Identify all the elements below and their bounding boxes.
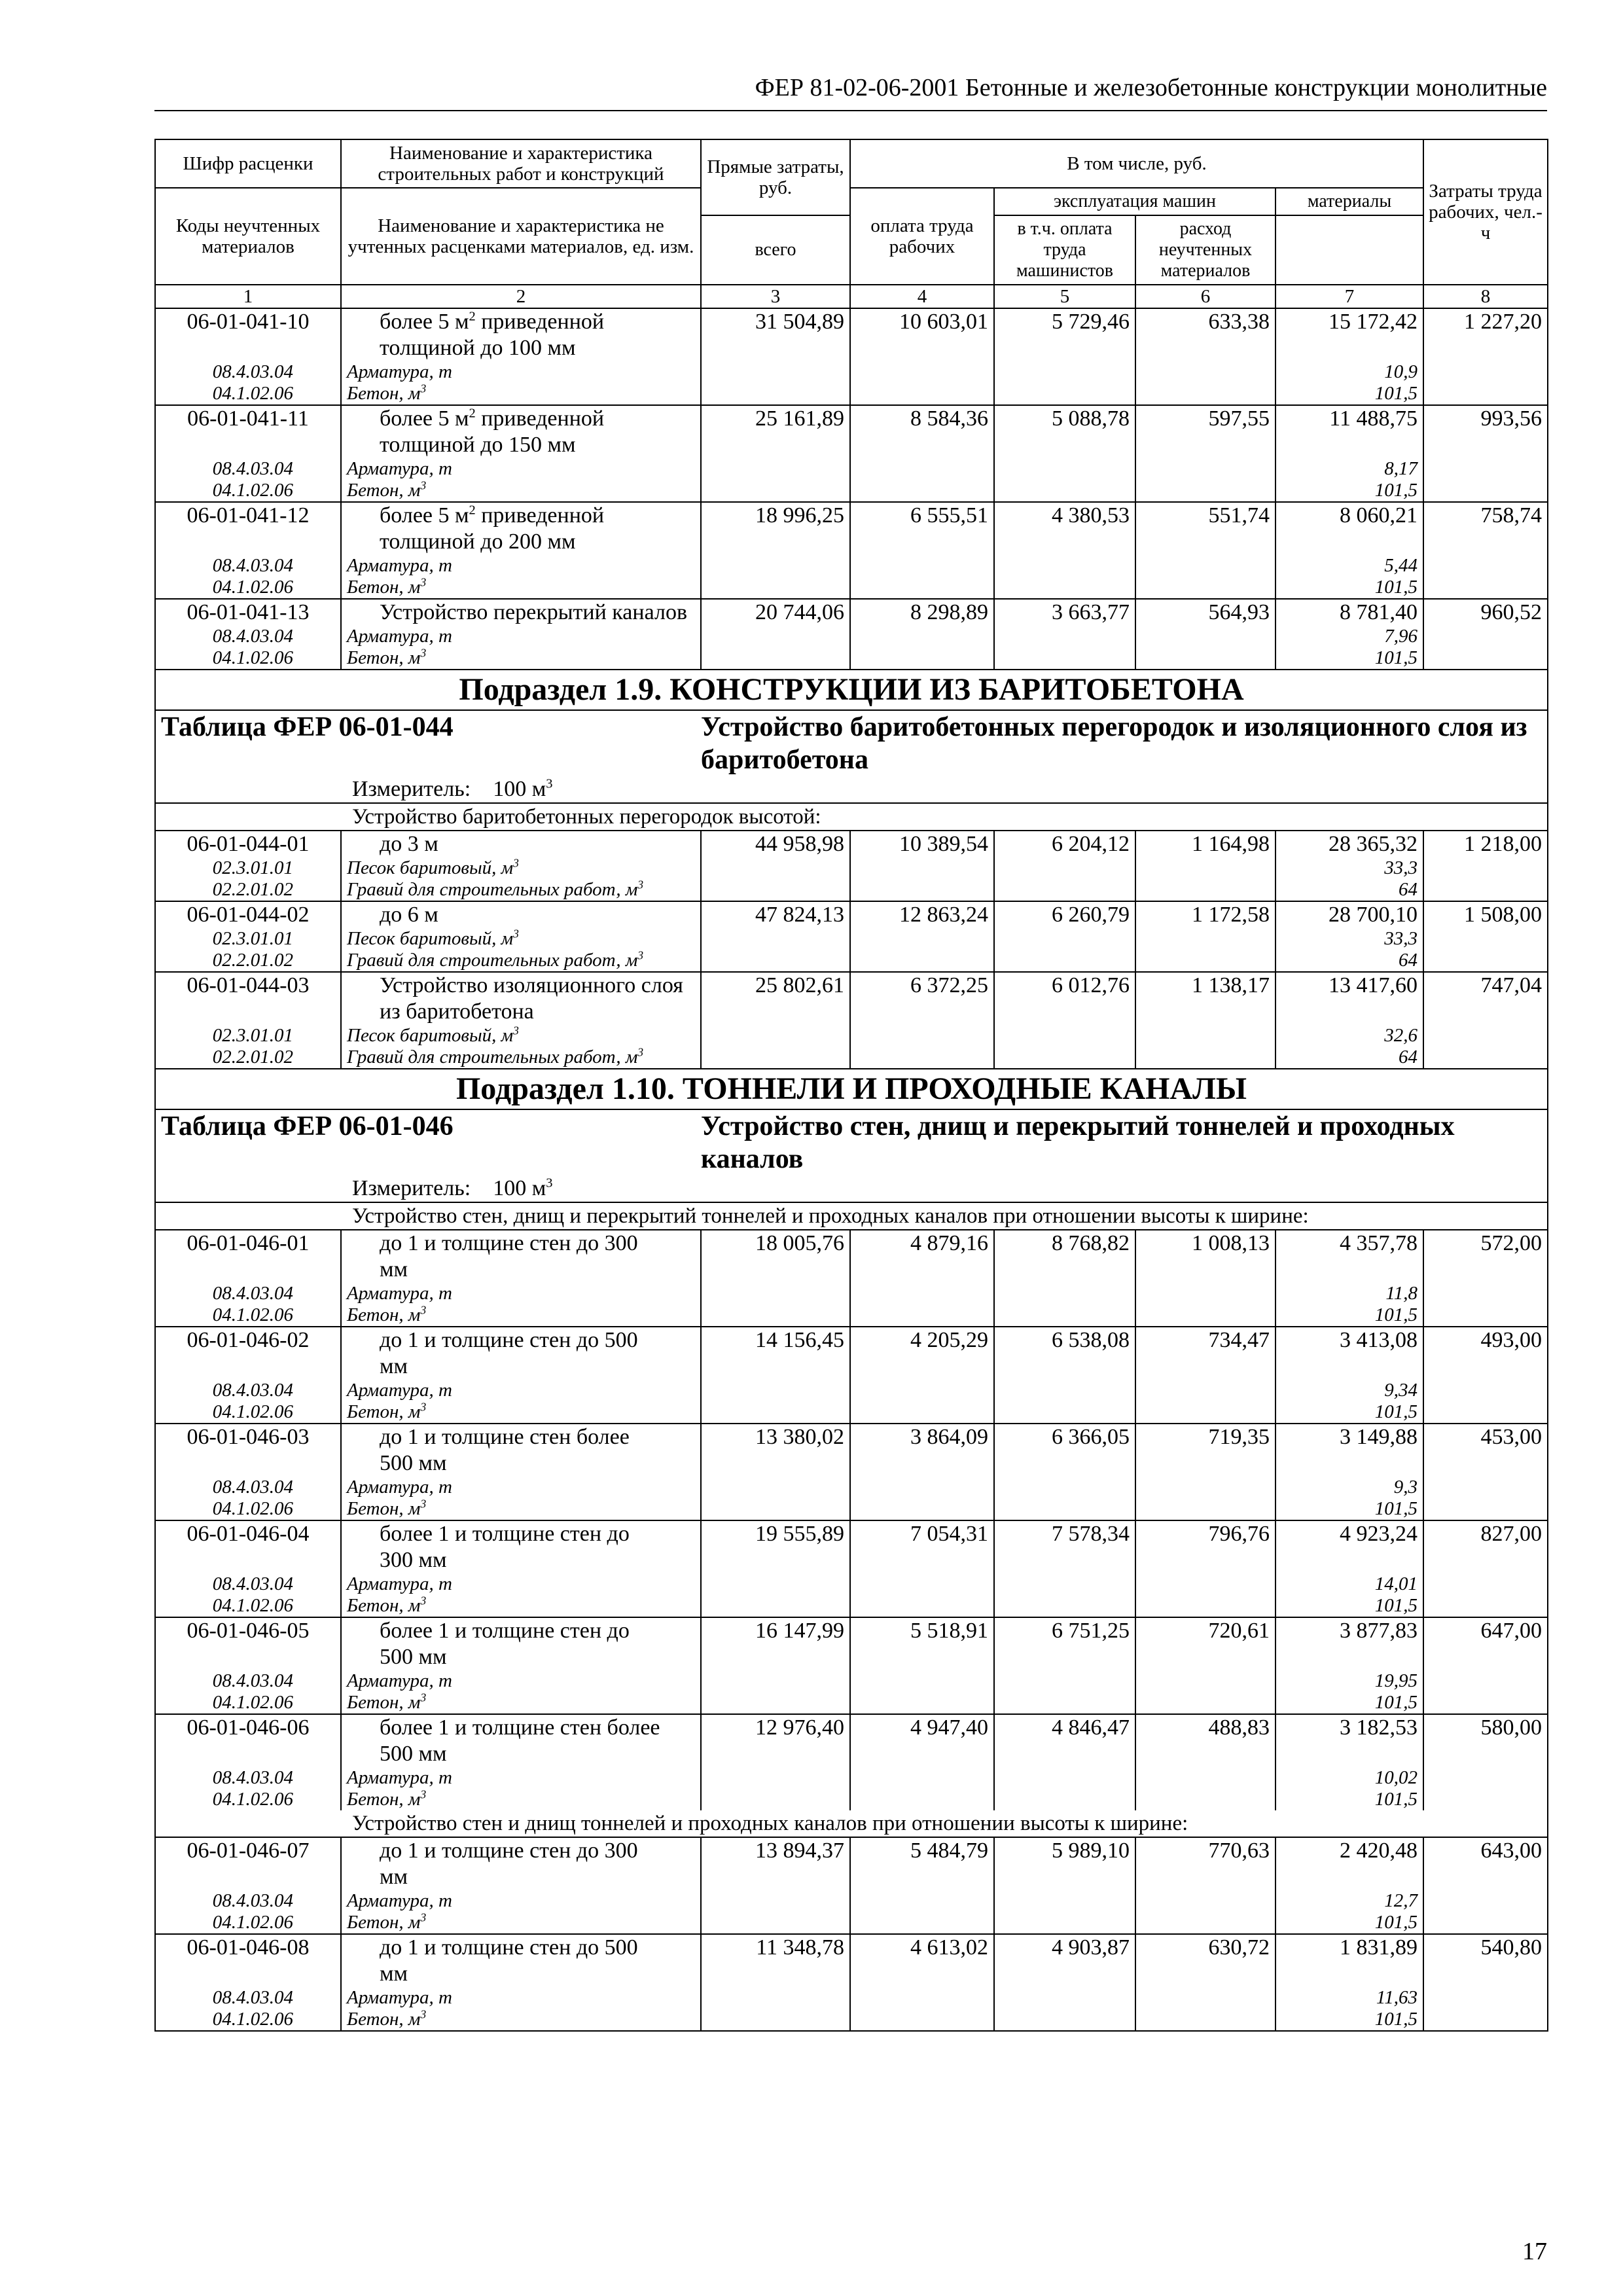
- col-labor-header: Затраты труда рабочих, чел.-ч: [1423, 139, 1548, 285]
- value-mach: 4 846,47: [994, 1714, 1135, 1767]
- material-row: [155, 1573, 1548, 1595]
- rate-row: [155, 831, 1548, 857]
- material-code: 04.1.02.06: [155, 1692, 341, 1714]
- material-code: 04.1.02.06: [155, 1304, 341, 1327]
- value-machpay: 720,61: [1135, 1617, 1275, 1670]
- table-header: [155, 139, 1548, 285]
- material-row: [155, 1890, 1548, 1912]
- value-mat: 2 420,48: [1275, 1837, 1423, 1890]
- material-code: 08.4.03.04: [155, 458, 341, 480]
- material-row: [155, 1380, 1548, 1401]
- material-consumption: 19,95: [1275, 1670, 1423, 1692]
- material-code: 04.1.02.06: [155, 1789, 341, 1810]
- value-direct: 31 504,89: [701, 308, 850, 361]
- material-name: Арматура, т: [341, 555, 701, 577]
- material-row: [155, 361, 1548, 383]
- material-code: 08.4.03.04: [155, 361, 341, 383]
- rate-name: до 3 м: [341, 831, 701, 857]
- value-machpay: 630,72: [1135, 1934, 1275, 1987]
- value-mat: 4 357,78: [1275, 1230, 1423, 1283]
- material-code: 08.4.03.04: [155, 1477, 341, 1498]
- value-machpay: 1 138,17: [1135, 972, 1275, 1025]
- material-consumption: 101,5: [1275, 1304, 1423, 1327]
- material-name: Арматура, т: [341, 1987, 701, 2009]
- material-name: Бетон, $м^3$: [341, 577, 701, 599]
- material-consumption: 33,3: [1275, 928, 1423, 950]
- material-consumption: 101,5: [1275, 2009, 1423, 2031]
- rate-name: до 1 и толщине стен до 300 мм: [341, 1230, 701, 1283]
- material-name: Бетон, $м^3$: [341, 647, 701, 670]
- col-matcode-header: Коды неучтенных материалов: [155, 188, 341, 285]
- rate-name: до 1 и толщине стен до 500 мм: [341, 1934, 701, 1987]
- material-consumption: 101,5: [1275, 480, 1423, 502]
- material-row: [155, 879, 1548, 901]
- material-consumption: 12,7: [1275, 1890, 1423, 1912]
- value-labor: 960,52: [1423, 599, 1548, 626]
- rate-code: 06-01-044-01: [155, 831, 341, 857]
- rate-name: более 5 $м^2$ приведенной толщиной до 150 мм: [341, 405, 701, 458]
- material-consumption: 101,5: [1275, 577, 1423, 599]
- material-row: [155, 1987, 1548, 2009]
- value-labor: 580,00: [1423, 1714, 1548, 1767]
- material-row: [155, 626, 1548, 647]
- rate-code: 06-01-046-05: [155, 1617, 341, 1670]
- rate-name: до 1 и толщине стен до 500 мм: [341, 1327, 701, 1380]
- rate-row: [155, 1327, 1548, 1380]
- material-row: [155, 480, 1548, 502]
- value-pay: 10 603,01: [850, 308, 994, 361]
- value-pay: 8 584,36: [850, 405, 994, 458]
- value-direct: 25 161,89: [701, 405, 850, 458]
- material-row: [155, 857, 1548, 879]
- rate-code: 06-01-046-08: [155, 1934, 341, 1987]
- material-row: [155, 1025, 1548, 1047]
- material-code: 04.1.02.06: [155, 1912, 341, 1934]
- rate-code: 06-01-046-07: [155, 1837, 341, 1890]
- material-row: [155, 950, 1548, 972]
- value-mach: 6 366,05: [994, 1424, 1135, 1477]
- material-code: 08.4.03.04: [155, 1890, 341, 1912]
- material-name: Песок баритовый, $м^3$: [341, 857, 701, 879]
- subheading: Устройство баритобетонных перегородок высотой:: [155, 803, 1548, 831]
- material-code: 02.3.01.01: [155, 1025, 341, 1047]
- material-name: Гравий для строительных работ, $м^3$: [341, 1047, 701, 1069]
- value-direct: 11 348,78: [701, 1934, 850, 1987]
- rate-name: более 5 $м^2$ приведенной толщиной до 100 мм: [341, 308, 701, 361]
- value-machpay: 719,35: [1135, 1424, 1275, 1477]
- value-direct: 18 005,76: [701, 1230, 850, 1283]
- col-machines-header: эксплуатация машин: [994, 188, 1275, 215]
- value-mat: 28 365,32: [1275, 831, 1423, 857]
- rate-code: 06-01-041-13: [155, 599, 341, 626]
- value-direct: 12 976,40: [701, 1714, 850, 1767]
- value-labor: 540,80: [1423, 1934, 1548, 1987]
- material-row: [155, 1401, 1548, 1424]
- rate-row: [155, 1520, 1548, 1573]
- material-code: 08.4.03.04: [155, 555, 341, 577]
- material-code: 02.3.01.01: [155, 928, 341, 950]
- value-mach: 4 903,87: [994, 1934, 1135, 1987]
- rate-name: более 1 и толщине стен до 300 мм: [341, 1520, 701, 1573]
- value-labor: 453,00: [1423, 1424, 1548, 1477]
- rate-code: 06-01-041-10: [155, 308, 341, 361]
- value-machpay: 1 164,98: [1135, 831, 1275, 857]
- rate-name: до 1 и толщине стен до 300 мм: [341, 1837, 701, 1890]
- rate-row: [155, 1714, 1548, 1767]
- material-name: Песок баритовый, $м^3$: [341, 928, 701, 950]
- material-consumption: 101,5: [1275, 1912, 1423, 1934]
- value-mach: 8 768,82: [994, 1230, 1135, 1283]
- value-mat: 13 417,60: [1275, 972, 1423, 1025]
- material-consumption: 9,34: [1275, 1380, 1423, 1401]
- section-title: Подраздел 1.10. ТОННЕЛИ И ПРОХОДНЫЕ КАНАЛЫ: [155, 1069, 1548, 1109]
- material-row: [155, 1047, 1548, 1069]
- running-header: ФЕР 81-02-06-2001 Бетонные и железобетонные конструкции монолитные: [154, 71, 1547, 111]
- value-machpay: 488,83: [1135, 1714, 1275, 1767]
- rate-row: [155, 502, 1548, 555]
- material-name: Бетон, $м^3$: [341, 1789, 701, 1810]
- material-consumption: 7,96: [1275, 626, 1423, 647]
- material-row: [155, 1912, 1548, 1934]
- material-code: 08.4.03.04: [155, 1283, 341, 1304]
- value-mach: 5 729,46: [994, 308, 1135, 361]
- rate-name: Устройство перекрытий каналов: [341, 599, 701, 626]
- material-name: Арматура, т: [341, 458, 701, 480]
- value-mach: 5 088,78: [994, 405, 1135, 458]
- value-machpay: 796,76: [1135, 1520, 1275, 1573]
- material-code: 08.4.03.04: [155, 1380, 341, 1401]
- value-machpay: 551,74: [1135, 502, 1275, 555]
- material-name: Бетон, $м^3$: [341, 1401, 701, 1424]
- value-direct: 20 744,06: [701, 599, 850, 626]
- material-name: Бетон, $м^3$: [341, 1595, 701, 1617]
- material-consumption: 101,5: [1275, 1595, 1423, 1617]
- material-code: 04.1.02.06: [155, 383, 341, 405]
- material-consumption: 64: [1275, 879, 1423, 901]
- value-mach: 6 538,08: [994, 1327, 1135, 1380]
- material-consumption: 33,3: [1275, 857, 1423, 879]
- value-direct: 13 894,37: [701, 1837, 850, 1890]
- value-mach: 6 260,79: [994, 901, 1135, 928]
- value-machpay: 1 008,13: [1135, 1230, 1275, 1283]
- value-pay: 6 555,51: [850, 502, 994, 555]
- col-unacc-header: расход неучтенных материалов: [1135, 215, 1275, 285]
- subheading: Устройство стен и днищ тоннелей и проходных каналов при отношении высоты к ширине:: [155, 1810, 1548, 1837]
- value-pay: 5 484,79: [850, 1837, 994, 1890]
- material-consumption: 32,6: [1275, 1025, 1423, 1047]
- col-incl-header: В том числе, руб.: [850, 139, 1423, 188]
- material-code: 08.4.03.04: [155, 626, 341, 647]
- value-pay: 4 205,29: [850, 1327, 994, 1380]
- material-name: Бетон, $м^3$: [341, 1304, 701, 1327]
- value-mat: 8 060,21: [1275, 502, 1423, 555]
- table-title: Устройство баритобетонных перегородок и изоляционного слоя из баритобетона: [701, 710, 1548, 776]
- col-direct-header: Прямые затраты, руб.: [701, 139, 850, 215]
- value-direct: 13 380,02: [701, 1424, 850, 1477]
- value-mach: 6 751,25: [994, 1617, 1135, 1670]
- value-mach: 3 663,77: [994, 599, 1135, 626]
- material-row: [155, 555, 1548, 577]
- col-name-header: Наименование и характеристика строительных работ и конструкций: [341, 139, 701, 188]
- material-code: 04.1.02.06: [155, 1498, 341, 1520]
- material-code: 08.4.03.04: [155, 1573, 341, 1595]
- rate-name: до 1 и толщине стен более 500 мм: [341, 1424, 701, 1477]
- value-direct: 19 555,89: [701, 1520, 850, 1573]
- material-name: Арматура, т: [341, 1573, 701, 1595]
- value-mat: 3 182,53: [1275, 1714, 1423, 1767]
- value-machpay: 633,38: [1135, 308, 1275, 361]
- value-machpay: 597,55: [1135, 405, 1275, 458]
- material-row: [155, 647, 1548, 670]
- rates-table: [154, 139, 1548, 2032]
- material-code: 02.2.01.02: [155, 950, 341, 972]
- table-caption: Таблица ФЕР 06-01-046: [161, 1111, 454, 1141]
- material-name: Бетон, $м^3$: [341, 1692, 701, 1714]
- page-number: 17: [1522, 2238, 1547, 2265]
- value-pay: 4 613,02: [850, 1934, 994, 1987]
- table-title: Устройство стен, днищ и перекрытий тоннелей и проходных каналов: [701, 1109, 1548, 1175]
- value-direct: 16 147,99: [701, 1617, 850, 1670]
- rate-row: [155, 405, 1548, 458]
- value-mat: 15 172,42: [1275, 308, 1423, 361]
- value-direct: 44 958,98: [701, 831, 850, 857]
- column-numbers: 1 2 3 4 5 6 7 8: [155, 285, 1548, 308]
- col-materials-header: материалы: [1275, 188, 1423, 215]
- material-row: [155, 383, 1548, 405]
- rate-code: 06-01-044-03: [155, 972, 341, 1025]
- rate-name: до 6 м: [341, 901, 701, 928]
- material-code: 08.4.03.04: [155, 1987, 341, 2009]
- material-consumption: 5,44: [1275, 555, 1423, 577]
- material-code: 04.1.02.06: [155, 577, 341, 599]
- material-row: [155, 1789, 1548, 1810]
- material-consumption: 10,9: [1275, 361, 1423, 383]
- material-code: 04.1.02.06: [155, 480, 341, 502]
- value-labor: 643,00: [1423, 1837, 1548, 1890]
- rate-name: Устройство изоляционного слоя из баритобетона: [341, 972, 701, 1025]
- material-consumption: 8,17: [1275, 458, 1423, 480]
- value-labor: 1 508,00: [1423, 901, 1548, 928]
- value-mat: 3 413,08: [1275, 1327, 1423, 1380]
- col-machpay-header: в т.ч. оплата труда машинистов: [994, 215, 1135, 285]
- value-labor: 758,74: [1423, 502, 1548, 555]
- value-mat: 3 877,83: [1275, 1617, 1423, 1670]
- material-consumption: 101,5: [1275, 1692, 1423, 1714]
- material-code: 04.1.02.06: [155, 647, 341, 670]
- value-labor: 827,00: [1423, 1520, 1548, 1573]
- material-name: Гравий для строительных работ, $м^3$: [341, 879, 701, 901]
- material-name: Арматура, т: [341, 626, 701, 647]
- value-direct: 18 996,25: [701, 502, 850, 555]
- material-code: 02.2.01.02: [155, 1047, 341, 1069]
- value-mat: 3 149,88: [1275, 1424, 1423, 1477]
- material-consumption: 101,5: [1275, 1401, 1423, 1424]
- material-row: [155, 1498, 1548, 1520]
- material-consumption: 101,5: [1275, 647, 1423, 670]
- value-mat: 4 923,24: [1275, 1520, 1423, 1573]
- material-consumption: 9,3: [1275, 1477, 1423, 1498]
- material-code: 02.3.01.01: [155, 857, 341, 879]
- value-mat: 11 488,75: [1275, 405, 1423, 458]
- rate-code: 06-01-041-12: [155, 502, 341, 555]
- value-mat: 28 700,10: [1275, 901, 1423, 928]
- material-row: [155, 1304, 1548, 1327]
- rate-code: 06-01-046-04: [155, 1520, 341, 1573]
- material-code: 04.1.02.06: [155, 2009, 341, 2031]
- value-labor: 1 227,20: [1423, 308, 1548, 361]
- rate-code: 06-01-046-03: [155, 1424, 341, 1477]
- rate-code: 06-01-044-02: [155, 901, 341, 928]
- rate-row: [155, 1424, 1548, 1477]
- value-mach: 5 989,10: [994, 1837, 1135, 1890]
- value-labor: 747,04: [1423, 972, 1548, 1025]
- value-machpay: 564,93: [1135, 599, 1275, 626]
- material-row: [155, 458, 1548, 480]
- material-name: Бетон, $м^3$: [341, 480, 701, 502]
- rate-code: 06-01-046-06: [155, 1714, 341, 1767]
- material-consumption: 11,8: [1275, 1283, 1423, 1304]
- col-matname-header: Наименование и характеристика не учтенных расценками материалов, ед. изм.: [341, 188, 701, 285]
- material-code: 02.2.01.02: [155, 879, 341, 901]
- measure-unit: Измеритель: 100 $м^3$: [155, 776, 1548, 803]
- value-labor: 493,00: [1423, 1327, 1548, 1380]
- rate-row: [155, 901, 1548, 928]
- value-machpay: 770,63: [1135, 1837, 1275, 1890]
- rate-name: более 5 $м^2$ приведенной толщиной до 200 мм: [341, 502, 701, 555]
- material-row: [155, 1692, 1548, 1714]
- value-mach: 4 380,53: [994, 502, 1135, 555]
- rows-group-041: [155, 308, 1548, 670]
- material-row: [155, 1477, 1548, 1498]
- material-row: [155, 1283, 1548, 1304]
- material-row: [155, 1595, 1548, 1617]
- value-mach: 7 578,34: [994, 1520, 1135, 1573]
- material-name: Песок баритовый, $м^3$: [341, 1025, 701, 1047]
- material-consumption: 101,5: [1275, 1498, 1423, 1520]
- material-consumption: 101,5: [1275, 1789, 1423, 1810]
- value-direct: 47 824,13: [701, 901, 850, 928]
- material-consumption: 101,5: [1275, 383, 1423, 405]
- table-caption: Таблица ФЕР 06-01-044: [161, 712, 454, 742]
- material-name: Арматура, т: [341, 1477, 701, 1498]
- rows-group-044: [155, 831, 1548, 1069]
- material-code: 08.4.03.04: [155, 1767, 341, 1789]
- rate-code: 06-01-046-01: [155, 1230, 341, 1283]
- rate-row: [155, 599, 1548, 626]
- material-consumption: 14,01: [1275, 1573, 1423, 1595]
- rate-name: более 1 и толщине стен до 500 мм: [341, 1617, 701, 1670]
- value-pay: 7 054,31: [850, 1520, 994, 1573]
- rows-group-046b: [155, 1837, 1548, 2031]
- material-consumption: 64: [1275, 1047, 1423, 1069]
- material-name: Бетон, $м^3$: [341, 383, 701, 405]
- value-pay: 3 864,09: [850, 1424, 994, 1477]
- rate-row: [155, 1837, 1548, 1890]
- value-pay: 10 389,54: [850, 831, 994, 857]
- material-row: [155, 577, 1548, 599]
- material-code: 08.4.03.04: [155, 1670, 341, 1692]
- material-consumption: 10,02: [1275, 1767, 1423, 1789]
- value-labor: 1 218,00: [1423, 831, 1548, 857]
- value-pay: 5 518,91: [850, 1617, 994, 1670]
- material-name: Бетон, $м^3$: [341, 1912, 701, 1934]
- value-pay: 6 372,25: [850, 972, 994, 1025]
- rate-row: [155, 1230, 1548, 1283]
- material-name: Арматура, т: [341, 1283, 701, 1304]
- subheading: Устройство стен, днищ и перекрытий тоннелей и проходных каналов при отношении высоты к ширине:: [155, 1202, 1548, 1230]
- value-labor: 993,56: [1423, 405, 1548, 458]
- rate-code: 06-01-041-11: [155, 405, 341, 458]
- material-row: [155, 928, 1548, 950]
- material-code: 04.1.02.06: [155, 1401, 341, 1424]
- section-title: Подраздел 1.9. КОНСТРУКЦИИ ИЗ БАРИТОБЕТОНА: [155, 670, 1548, 710]
- col-code-header: Шифр расценки: [155, 139, 341, 188]
- material-row: [155, 1670, 1548, 1692]
- rate-row: [155, 972, 1548, 1025]
- value-direct: 25 802,61: [701, 972, 850, 1025]
- material-name: Гравий для строительных работ, $м^3$: [341, 950, 701, 972]
- material-row: [155, 1767, 1548, 1789]
- rate-row: [155, 1934, 1548, 1987]
- value-labor: 572,00: [1423, 1230, 1548, 1283]
- rate-row: [155, 1617, 1548, 1670]
- material-name: Арматура, т: [341, 1380, 701, 1401]
- material-name: Арматура, т: [341, 1767, 701, 1789]
- material-consumption: 11,63: [1275, 1987, 1423, 2009]
- material-name: Арматура, т: [341, 361, 701, 383]
- value-machpay: 1 172,58: [1135, 901, 1275, 928]
- value-machpay: 734,47: [1135, 1327, 1275, 1380]
- material-name: Бетон, $м^3$: [341, 2009, 701, 2031]
- material-name: Арматура, т: [341, 1890, 701, 1912]
- value-pay: 4 879,16: [850, 1230, 994, 1283]
- material-name: Бетон, $м^3$: [341, 1498, 701, 1520]
- rate-row: [155, 308, 1548, 361]
- rate-code: 06-01-046-02: [155, 1327, 341, 1380]
- material-row: [155, 2009, 1548, 2031]
- value-mach: 6 012,76: [994, 972, 1135, 1025]
- material-code: 04.1.02.06: [155, 1595, 341, 1617]
- col-total-header: всего: [701, 215, 850, 285]
- col-pay-header: оплата труда рабочих: [850, 188, 994, 285]
- value-mat: 8 781,40: [1275, 599, 1423, 626]
- measure-unit: Измеритель: 100 $м^3$: [155, 1175, 1548, 1202]
- rows-group-046a: [155, 1230, 1548, 1810]
- value-mat: 1 831,89: [1275, 1934, 1423, 1987]
- value-labor: 647,00: [1423, 1617, 1548, 1670]
- value-pay: 12 863,24: [850, 901, 994, 928]
- value-pay: 8 298,89: [850, 599, 994, 626]
- rate-name: более 1 и толщине стен более 500 мм: [341, 1714, 701, 1767]
- material-consumption: 64: [1275, 950, 1423, 972]
- value-pay: 4 947,40: [850, 1714, 994, 1767]
- material-name: Арматура, т: [341, 1670, 701, 1692]
- value-mach: 6 204,12: [994, 831, 1135, 857]
- value-direct: 14 156,45: [701, 1327, 850, 1380]
